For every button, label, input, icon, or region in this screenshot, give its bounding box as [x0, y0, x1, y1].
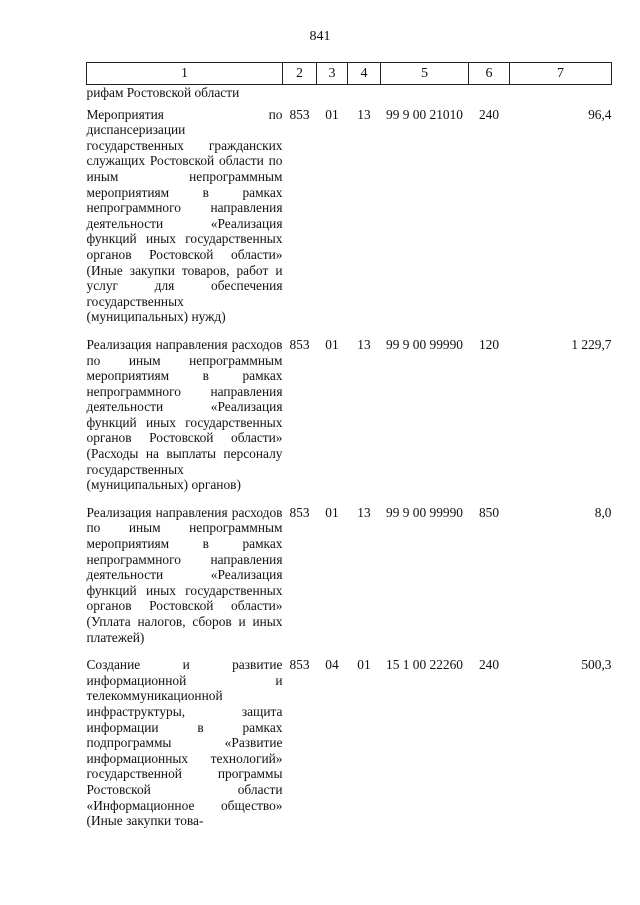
row-subsection-code: 13 [357, 106, 371, 122]
row-amount: 8,0 [594, 504, 612, 520]
table-row [87, 657, 612, 841]
row-target-article: 99 9 00 99990 [386, 336, 463, 352]
row-expense-type: 120 [478, 336, 500, 352]
header-col-2: 2 [283, 63, 317, 85]
row-subsection-code: 13 [357, 504, 371, 520]
page-number: 841 [309, 29, 331, 44]
continuation-text: рифам Ростовской области [86, 85, 240, 100]
row-description: Реализация направления расходов по иным непрограммным мероприятиям в рамках непрограммного направления деятельности «Реализация функций иных государственных органов Ростовской области» (Расходы на выплаты персоналу государственных (муниципальных) органов) [86, 336, 283, 493]
row-description: Реализация направления расходов по иным непрограммным мероприятиям в рамках непрограммного направления деятельности «Реализация функций иных государственных органов Ростовской области» (Уплата налогов, сборов и иных платежей) [86, 504, 283, 645]
row-ministry-code: 853 [289, 106, 310, 122]
row-expense-type: 850 [478, 504, 500, 520]
table-row [87, 337, 612, 505]
row-subsection-code: 01 [357, 657, 371, 673]
row-ministry-code: 853 [289, 504, 310, 520]
table-row [87, 505, 612, 657]
row-section-code: 01 [325, 336, 339, 352]
row-ministry-code: 853 [289, 657, 310, 673]
header-col-5: 5 [381, 63, 469, 85]
row-section-code: 04 [325, 657, 339, 673]
header-row [87, 63, 612, 85]
row-description: Создание и развитие информационной и телекоммуникационной инфраструктуры, защита информации в рамках подпрограммы «Развитие информационных технологий» государственной программы Ростовской области «Информационное общество» (Иные закупки това- [86, 657, 283, 829]
row-amount: 1 229,7 [571, 336, 612, 352]
row-description: Мероприятия по диспансеризации государственных гражданских служащих Ростовской области по иным непрограммным мероприятиям в рамках непрограммного направления деятельности «Реализация функций иных государственных органов Ростовской области» (Иные закупки товаров, работ и услуг для обеспечения государственных (муниципальных) нужд) [86, 106, 283, 325]
table-row [87, 107, 612, 337]
row-section-code: 01 [325, 504, 339, 520]
header-col-7: 7 [510, 63, 612, 85]
header-col-6: 6 [469, 63, 510, 85]
row-ministry-code: 853 [289, 336, 310, 352]
row-target-article: 99 9 00 99990 [386, 504, 463, 520]
budget-table [86, 62, 612, 841]
row-subsection-code: 13 [357, 336, 371, 352]
header-col-4: 4 [348, 63, 381, 85]
row-section-code: 01 [325, 106, 339, 122]
row-amount: 96,4 [588, 106, 612, 122]
row-amount: 500,3 [581, 657, 612, 673]
row-target-article: 99 9 00 21010 [386, 106, 463, 122]
header-col-3: 3 [317, 63, 348, 85]
continuation-row [87, 85, 612, 107]
header-col-1: 1 [87, 63, 283, 85]
row-expense-type: 240 [478, 657, 500, 673]
row-target-article: 15 1 00 22260 [386, 657, 463, 673]
row-expense-type: 240 [478, 106, 500, 122]
